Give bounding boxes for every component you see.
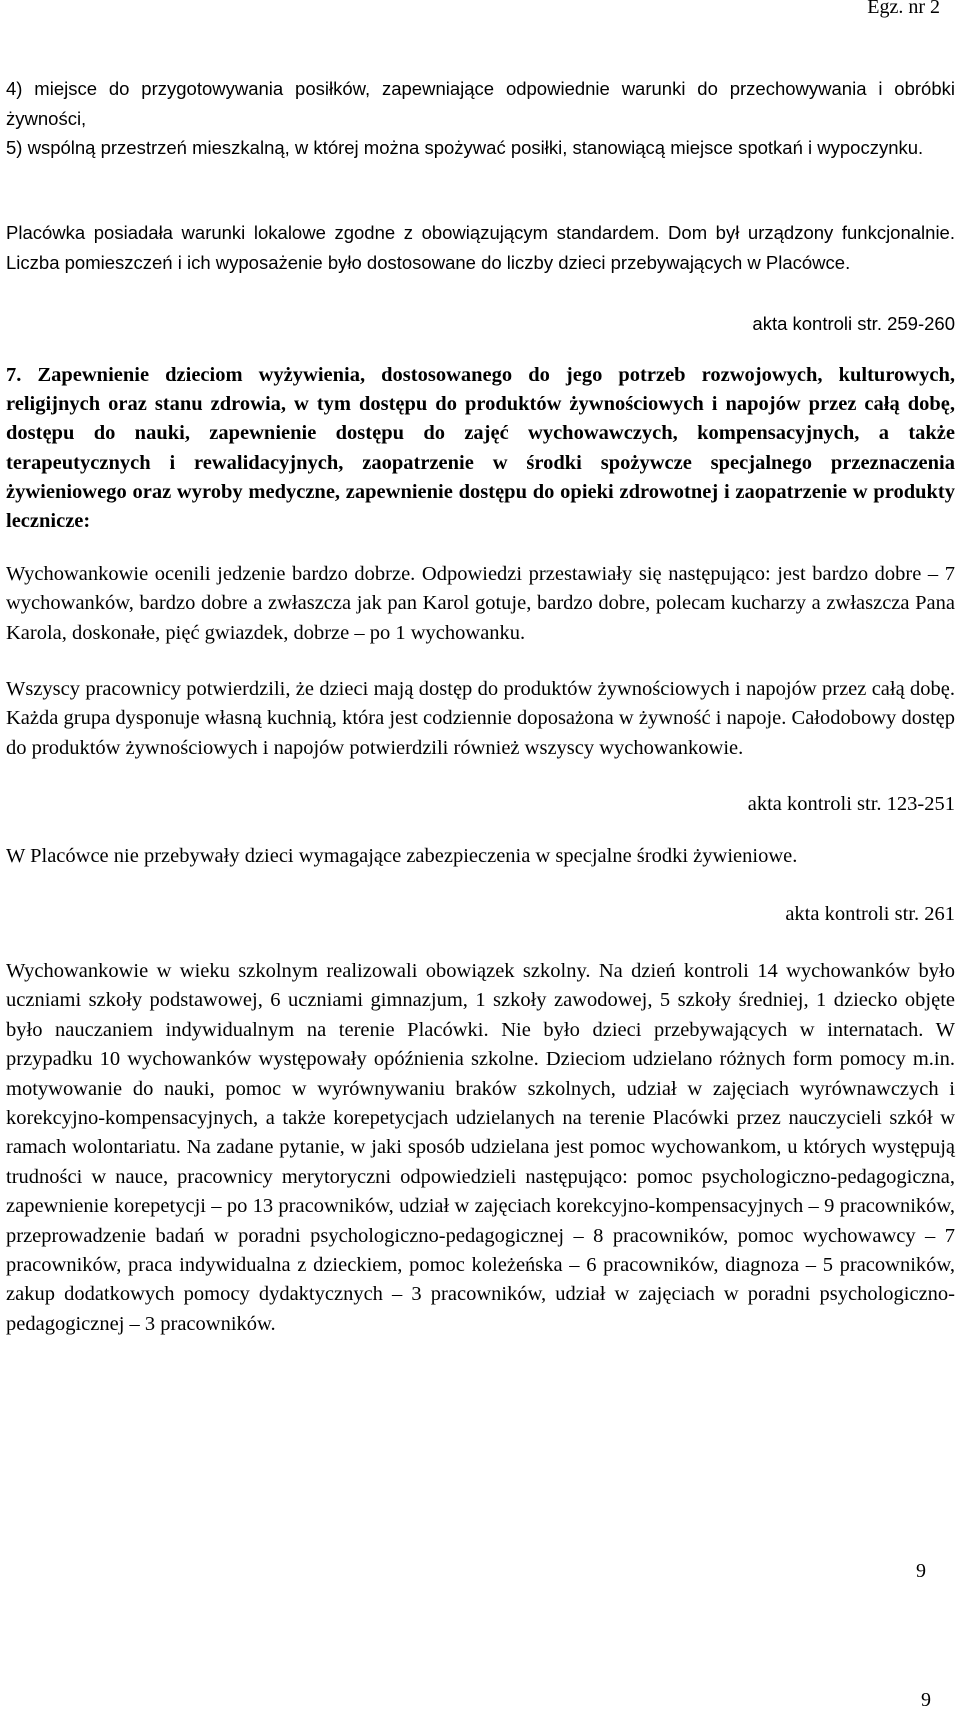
copy-number-label: Egz. nr 2 xyxy=(867,0,940,18)
paragraph-conditions: Placówka posiadała warunki lokalowe zgodne z obowiązującym standardem. Dom był urządzony funkcjonalnie. Liczba pomieszczeń i ich wyposażenie było dostosowane do liczby dzieci przebywających w Placówce. xyxy=(6,222,955,273)
reference-note: akta kontroli str. 261 xyxy=(785,903,955,925)
list-items xyxy=(6,74,955,163)
section-7-heading: 7. Zapewnienie dzieciom wyżywienia, dostosowanego do jego potrzeb rozwojowych, kulturowych, religijnych oraz stanu zdrowia, w tym dostępu do produktów żywnościowych i napojów przez całą dobę, dostępu do nauki, zapewnienie dostępu do zajęć wychowawczych, kompensacyjnych, a także terapeutycznych i rewalidacyjnych, zaopatrzenie w środki spożywcze specjalnego przeznaczenia żywieniowego oraz wyroby medyczne, zapewnienie dostępu do opieki zdrowotnej i zaopatrzenie w produkty lecznicze: xyxy=(6,364,955,533)
reference-note: akta kontroli str. 259-260 xyxy=(752,313,955,334)
paragraph-food-access: Wszyscy pracownicy potwierdzili, że dzieci mają dostęp do produktów żywnościowych i napojów przez całą dobę. Każda grupa dysponuje własną kuchnią, która jest codziennie doposażona w żywność i napoje. Całodobowy dostęp do produktów żywnościowych i napojów potwierdzili również wszyscy wychowankowie. xyxy=(6,678,955,759)
paragraph-food-opinions: Wychowankowie ocenili jedzenie bardzo dobrze. Odpowiedzi przestawiały się następująco: jest bardzo dobre – 7 wychowanków, bardzo dobre a zwłaszcza jak pan Karol gotuje, bardzo dobre, polecam kucharzy a zwłaszcza Pana Karola, doskonałe, pięć gwiazdek, dobrze – po 1 wychowanku. xyxy=(6,563,955,644)
paragraph-schooling: Wychowankowie w wieku szkolnym realizowali obowiązek szkolny. Na dzień kontroli 14 wychowanków było uczniami szkoły podstawowej, 6 uczniami gimnazjum, 1 szkoły zawodowej, 5 szkoły średniej, 1 dziecko objęte było nauczaniem indywidualnym na terenie Placówki. Nie było dzieci przebywających w internatach. W przypadku 10 wychowanków występowały opóźnienia szkolne. Dzieciom udzielano różnych form pomocy m.in. motywowanie do nauki, pomoc w wyrównywaniu braków szkolnych, udział w zajęciach wyrównawczych i korekcyjno-kompensacyjnych, a także korepetycjach udzielanych na terenie Placówki przez nauczycieli szkół w ramach wolontariatu. Na zadane pytanie, w jaki sposób udzielana jest pomoc wychowankom, u których występują trudności w nauce, pracownicy merytoryczni odpowiedzieli następująco: pomoc psychologiczno-pedagogiczna, zapewnienie korepetycji – po 13 pracowników, udział w zajęciach korekcyjno-kompensacyjnych – 9 pracowników, przeprowadzenie badań w poradni psychologiczno-pedagogicznej – 8 pracowników, pomoc wychowawcy – 7 pracowników, praca indywidualna z dzieckiem, pomoc koleżeńska – 6 pracowników, diagnoza – 5 pracowników, zakup dodatkowych pomocy dydaktycznych – 3 pracowników, udział w zajęciach w poradni psychologiczno-pedagogicznej – 3 pracowników. xyxy=(6,960,955,1335)
list-item: 5) wspólną przestrzeń mieszkalną, w której można spożywać posiłki, stanowiącą miejsce spotkań i wypoczynku. xyxy=(6,137,924,158)
reference-note: akta kontroli str. 123-251 xyxy=(747,793,955,815)
list-item: 4) miejsce do przygotowywania posiłków, zapewniające odpowiednie warunki do przechowywania i obróbki żywności, xyxy=(6,78,955,129)
paragraph-special-nutrition: W Placówce nie przebywały dzieci wymagające zabezpieczenia w specjalne środki żywieniowe. xyxy=(6,845,798,867)
page-number: 9 xyxy=(921,1689,931,1711)
page-number: 9 xyxy=(916,1560,926,1582)
